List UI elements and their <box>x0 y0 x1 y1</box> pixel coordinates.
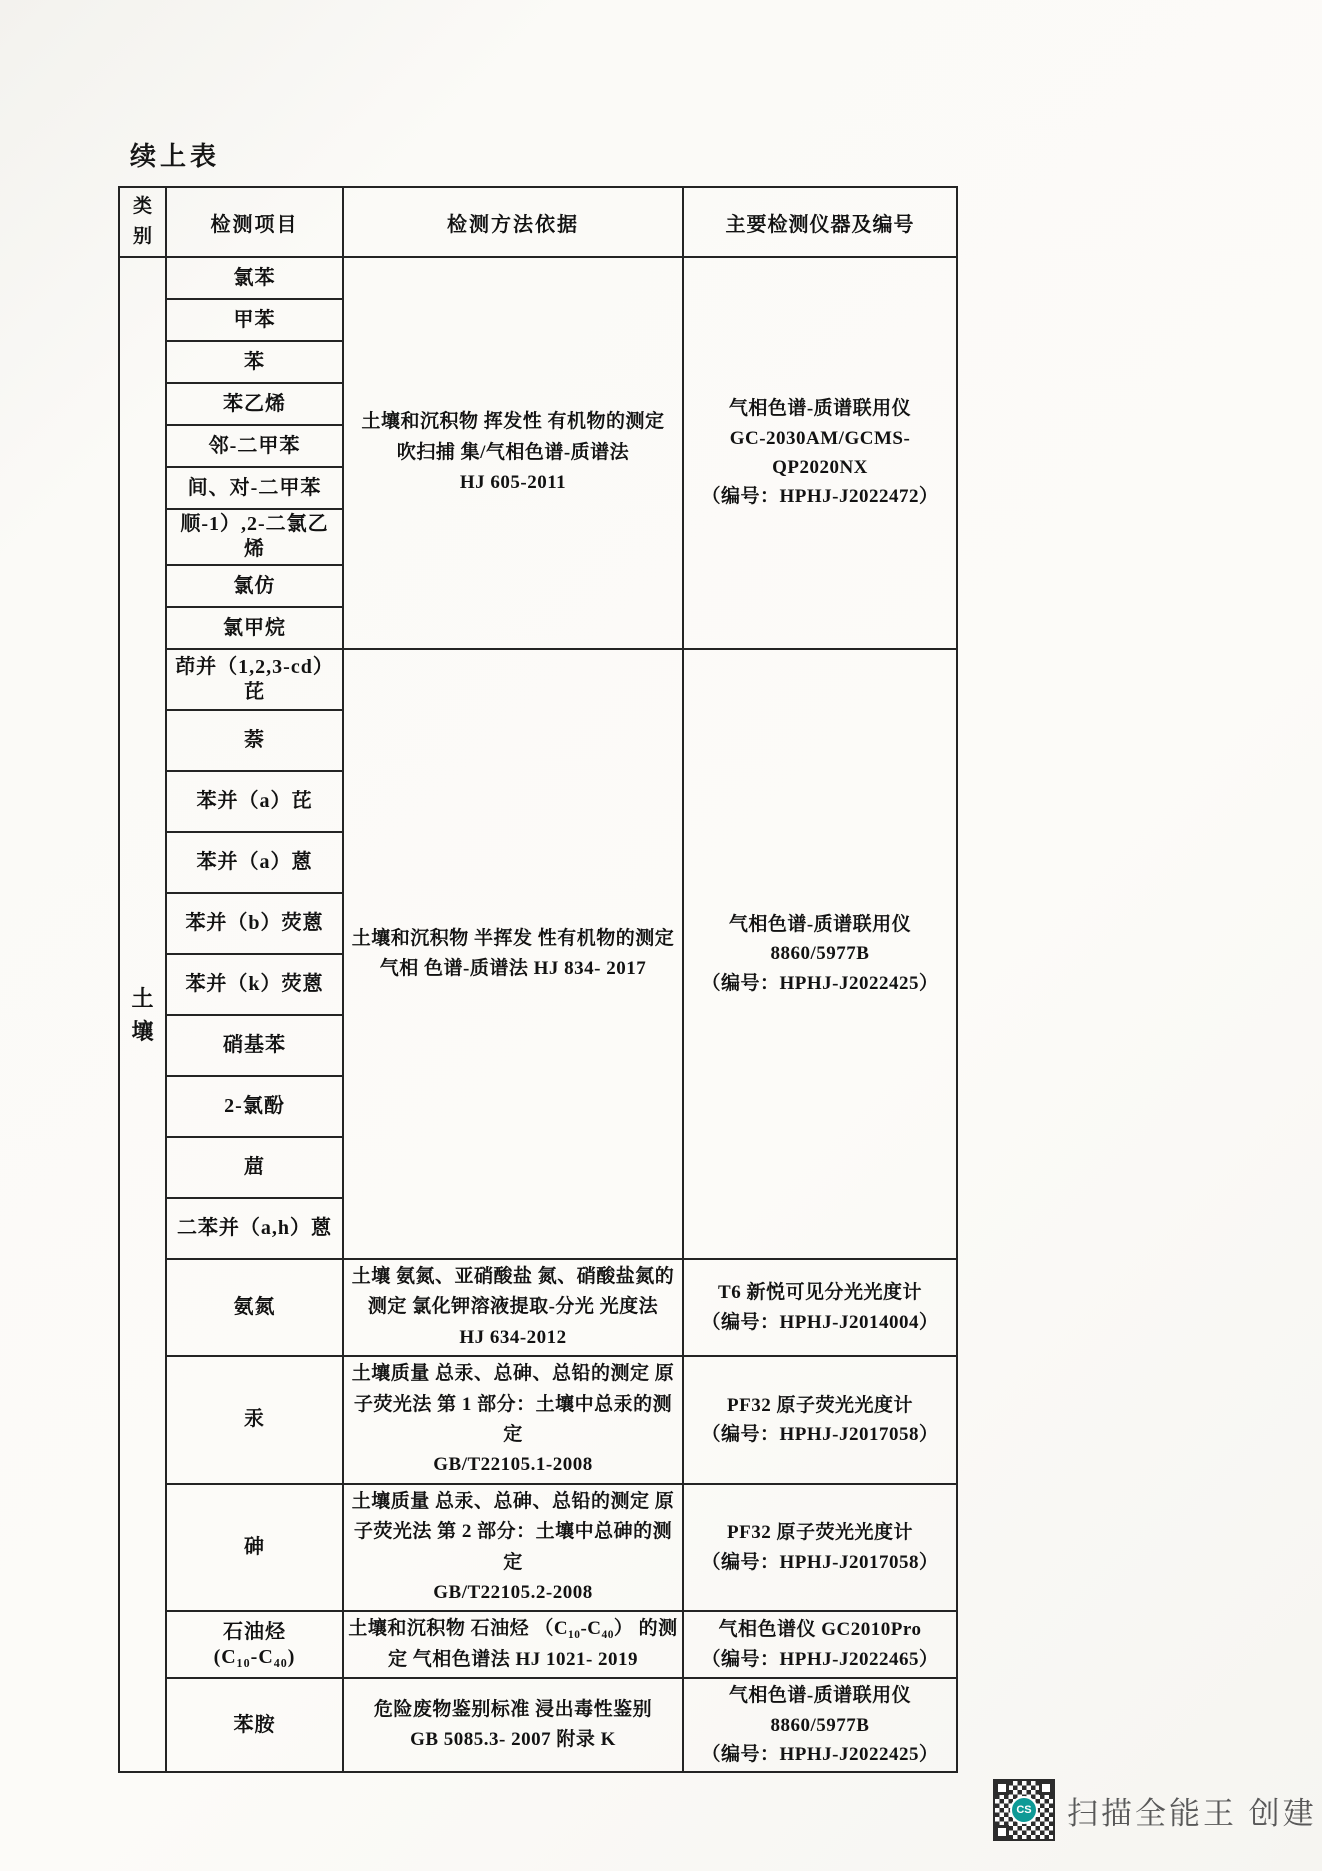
item-cell-line: 间、对-二甲苯 <box>187 476 322 499</box>
method-cell <box>343 1356 683 1484</box>
table-row <box>119 1678 957 1772</box>
table-row <box>119 1356 957 1484</box>
item-cell <box>166 771 343 832</box>
item-cell-line: 甲苯 <box>233 308 276 331</box>
item-cell <box>166 710 343 771</box>
instrument-cell-line: GC-2030AM/GCMS-QP2020NX <box>729 427 911 478</box>
item-cell-line: 茚并（1,2,3-cd）芘 <box>175 655 334 703</box>
item-cell-line: 2-氯酚 <box>224 1095 285 1117</box>
instrument-cell <box>683 1611 957 1678</box>
instrument-cell-line: 8860/5977B <box>770 1714 870 1736</box>
item-cell-line: 顺-1）,2-二氯乙烯 <box>180 513 329 560</box>
item-cell <box>166 1611 343 1678</box>
instrument-cell-line: 气相色谱-质谱联用仪 <box>728 398 912 420</box>
instrument-cell-line: 气相色谱仪 GC2010Pro <box>718 1619 922 1641</box>
table-row <box>119 257 957 299</box>
item-cell-line: 氨氮 <box>233 1296 276 1319</box>
item-cell <box>166 467 343 509</box>
instrument-cell <box>683 257 957 649</box>
item-cell <box>166 954 343 1015</box>
instrument-cell-line: （编号：HPHJ-J2014004） <box>701 1311 939 1333</box>
method-cell-line: 测定 氯化钾溶液提取-分光 光度法 <box>367 1296 659 1318</box>
camscanner-logo-icon: CS <box>1010 1796 1038 1824</box>
item-cell-line: 苯 <box>244 350 265 373</box>
item-cell <box>166 607 343 649</box>
instrument-cell <box>683 1259 957 1356</box>
table-header-row <box>119 187 957 257</box>
item-cell-line: 苯并（a）芘 <box>196 790 313 812</box>
item-cell-line: 砷 <box>244 1536 265 1559</box>
item-cell-line: 石油烃 <box>223 1620 286 1643</box>
item-cell-line: 二苯并（a,h）蒽 <box>176 1217 333 1239</box>
instrument-cell-line: 8860/5977B <box>770 943 870 965</box>
method-cell-line: 土壤 氨氮、亚硝酸盐 氮、硝酸盐氮的 <box>351 1266 675 1287</box>
method-cell <box>343 1484 683 1612</box>
item-cell <box>166 509 343 565</box>
table-row <box>119 1259 957 1356</box>
item-cell <box>166 1678 343 1772</box>
page-title: 续上表 <box>130 142 221 171</box>
method-cell-line: 定 气相色谱法 HJ 1021- 2019 <box>387 1648 639 1670</box>
instrument-cell-line: （编号：HPHJ-J2022465） <box>701 1648 939 1670</box>
method-cell-line: 吹扫捕 集/气相色谱-质谱法 <box>396 441 630 463</box>
instrument-cell <box>683 1678 957 1772</box>
item-cell <box>166 341 343 383</box>
table-row <box>119 1611 957 1678</box>
item-cell <box>166 383 343 425</box>
method-cell-line: 子荧光法 第 2 部分：土壤中总砷的测定 <box>353 1521 673 1573</box>
instrument-cell-line: PF32 原子荧光光度计 <box>727 1394 913 1416</box>
header-method: 检测方法依据 <box>343 187 683 257</box>
method-cell <box>343 649 683 1259</box>
watermark <box>995 1781 1317 1839</box>
qr-finder-icon <box>1039 1781 1053 1795</box>
method-cell-line: GB 5085.3- 2007 附录 K <box>410 1729 616 1751</box>
method-cell-line: 子荧光法 第 1 部分：土壤中总汞的测定 <box>353 1393 673 1445</box>
item-cell <box>166 1137 343 1198</box>
instrument-cell <box>683 649 957 1259</box>
item-cell-line: 氯甲烷 <box>223 616 286 639</box>
header-instrument: 主要检测仪器及编号 <box>683 187 957 257</box>
instrument-cell-line: （编号：HPHJ-J2017058） <box>701 1423 939 1445</box>
qr-finder-icon <box>995 1825 1009 1839</box>
instrument-cell-line: （编号：HPHJ-J2022425） <box>701 972 939 994</box>
qr-finder-icon <box>995 1781 1009 1795</box>
table-body <box>119 257 957 1772</box>
item-cell <box>166 1259 343 1356</box>
method-cell-line: 土壤质量 总汞、总砷、总铅的测定 原 <box>351 1490 675 1512</box>
item-cell <box>166 1356 343 1484</box>
header-category: 类别 <box>119 187 166 257</box>
item-cell <box>166 1484 343 1612</box>
instrument-cell-line: （编号：HPHJ-J2022472） <box>701 486 939 508</box>
item-cell-line: 萘 <box>244 729 265 751</box>
method-cell <box>343 1259 683 1356</box>
method-cell-line: HJ 605-2011 <box>459 472 567 494</box>
instrument-cell-line: 气相色谱-质谱联用仪 <box>728 913 912 935</box>
instrument-cell <box>683 1484 957 1612</box>
qr-code-icon <box>995 1781 1053 1839</box>
item-cell <box>166 832 343 893</box>
item-cell <box>166 1076 343 1137</box>
method-cell <box>343 1678 683 1772</box>
header-item: 检测项目 <box>166 187 343 257</box>
method-cell-line: 土壤和沉积物 半挥发 性有机物的测定 <box>351 927 675 949</box>
item-cell-line: 苯胺 <box>233 1713 276 1736</box>
method-cell <box>343 1611 683 1678</box>
table-row <box>119 1484 957 1612</box>
instrument-cell-line: T6 新悦可见分光光度计 <box>718 1282 922 1304</box>
item-cell-line: 䓛 <box>244 1156 265 1178</box>
method-cell-line: 气相 色谱-质谱法 HJ 834- 2017 <box>379 958 647 979</box>
item-cell-line: 硝基苯 <box>223 1034 286 1056</box>
item-cell <box>166 1015 343 1076</box>
item-cell <box>166 893 343 954</box>
item-cell-line: 氯苯 <box>233 266 276 289</box>
instrument-cell-line: PF32 原子荧光光度计 <box>727 1522 913 1544</box>
item-cell <box>166 425 343 467</box>
method-cell-line: 土壤质量 总汞、总砷、总铅的测定 原 <box>351 1363 675 1385</box>
method-cell <box>343 257 683 649</box>
item-cell-line: 汞 <box>244 1408 265 1431</box>
item-cell-line: 苯乙烯 <box>223 392 286 415</box>
item-cell-line: 苯并（k）荧蒽 <box>185 973 324 995</box>
watermark-text: 扫描全能王 创建 <box>1067 1795 1317 1831</box>
method-cell-line: 危险废物鉴别标准 浸出毒性鉴别 <box>373 1698 653 1720</box>
category-cell <box>119 257 166 1772</box>
table-row <box>119 649 957 710</box>
item-cell-line: 苯并（a）蒽 <box>196 851 313 873</box>
method-cell-line: GB/T22105.1-2008 <box>433 1454 593 1476</box>
instrument-cell-line: 气相色谱-质谱联用仪 <box>728 1685 912 1707</box>
method-cell-line: 土壤和沉积物 挥发性 有机物的测定 <box>361 411 665 433</box>
item-cell <box>166 649 343 710</box>
item-cell <box>166 299 343 341</box>
category-cell-line: 土壤 <box>131 985 154 1044</box>
item-cell-line: 氯仿 <box>233 574 276 597</box>
instrument-cell-line: （编号：HPHJ-J2017058） <box>701 1551 939 1573</box>
instrument-cell <box>683 1356 957 1484</box>
item-cell-line: 邻-二甲苯 <box>208 434 301 457</box>
method-cell-line: 土壤和沉积物 石油烃 （C₁₀-C₄₀） 的测 <box>348 1618 678 1640</box>
item-cell-line: (C₁₀-C₄₀) <box>213 1645 296 1668</box>
item-cell <box>166 1198 343 1259</box>
detection-table <box>118 186 958 1773</box>
instrument-cell-line: （编号：HPHJ-J2022425） <box>701 1743 939 1765</box>
item-cell <box>166 565 343 607</box>
method-cell-line: HJ 634-2012 <box>459 1326 567 1348</box>
item-cell <box>166 257 343 299</box>
method-cell-line: GB/T22105.2-2008 <box>433 1581 593 1603</box>
item-cell-line: 苯并（b）荧蒽 <box>185 912 324 934</box>
